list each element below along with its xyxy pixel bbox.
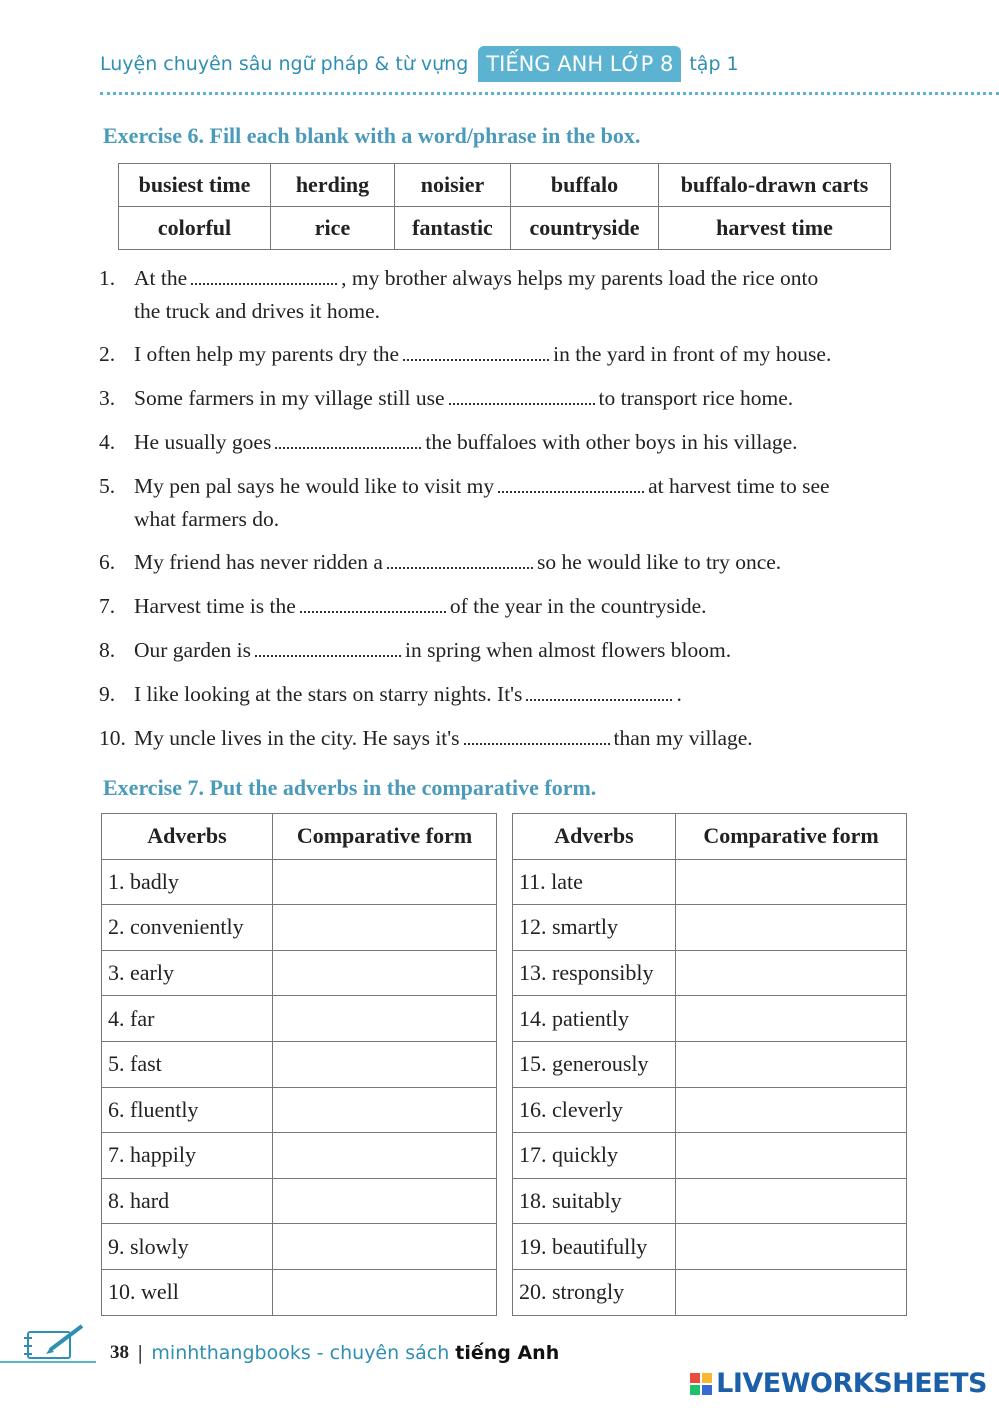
- word-box-cell: buffalo-drawn carts: [659, 164, 891, 207]
- comparative-answer-cell[interactable]: [273, 905, 497, 951]
- page-header: [100, 38, 739, 90]
- question-number: 3.: [99, 386, 116, 410]
- question-10: [99, 722, 909, 755]
- notebook-pencil-icon: [0, 1320, 100, 1370]
- word-box-row: [119, 164, 891, 207]
- table-row: [102, 950, 497, 996]
- table-row: [513, 1224, 907, 1270]
- adverb-cell: 17. quickly: [513, 1133, 676, 1179]
- adverb-cell: 3. early: [102, 950, 273, 996]
- table-row: [513, 996, 907, 1042]
- column-header-adverbs: Adverbs: [102, 814, 273, 860]
- adverb-cell: 10. well: [102, 1269, 273, 1315]
- header-volume: tập 1: [689, 53, 739, 75]
- question-9: [99, 678, 909, 711]
- comparative-answer-cell[interactable]: [676, 859, 907, 905]
- comparative-answer-cell[interactable]: [676, 1133, 907, 1179]
- answer-blank[interactable]: [498, 475, 644, 493]
- question-text: the buffaloes with other boys in his village.: [425, 430, 798, 454]
- table-row: [513, 1178, 907, 1224]
- question-5: [99, 470, 909, 536]
- adverb-cell: 19. beautifully: [513, 1224, 676, 1270]
- comparative-answer-cell[interactable]: [676, 1224, 907, 1270]
- question-number: 6.: [99, 550, 116, 574]
- exercise-7-title: Exercise 7. Put the adverbs in the comparative form.: [103, 775, 597, 800]
- word-box-cell: herding: [271, 164, 395, 207]
- word-box-cell: countryside: [511, 207, 659, 250]
- word-box-cell: harvest time: [659, 207, 891, 250]
- table-row: [513, 859, 907, 905]
- question-number: 2.: [99, 342, 116, 366]
- question-number: 10.: [99, 726, 126, 750]
- answer-blank[interactable]: [403, 343, 549, 361]
- comparative-answer-cell[interactable]: [676, 1178, 907, 1224]
- adverb-cell: 11. late: [513, 859, 676, 905]
- comparative-answer-cell[interactable]: [273, 1178, 497, 1224]
- footer-separator: |: [137, 1342, 144, 1364]
- adverb-cell: 16. cleverly: [513, 1087, 676, 1133]
- answer-blank[interactable]: [300, 595, 446, 613]
- header-divider: [100, 92, 999, 95]
- question-text: My uncle lives in the city. He says it's: [134, 726, 460, 750]
- comparative-answer-cell[interactable]: [273, 996, 497, 1042]
- question-text: of the year in the countryside.: [449, 594, 707, 618]
- comparative-answer-cell[interactable]: [676, 950, 907, 996]
- column-header-comparative: Comparative form: [273, 814, 497, 860]
- question-text: At the: [134, 266, 188, 290]
- adverb-cell: 6. fluently: [102, 1087, 273, 1133]
- question-number: 5.: [99, 474, 116, 498]
- comparative-answer-cell[interactable]: [273, 1269, 497, 1315]
- question-7: [99, 590, 909, 623]
- comparative-answer-cell[interactable]: [676, 996, 907, 1042]
- question-text: My friend has never ridden a: [134, 550, 383, 574]
- word-box-cell: noisier: [395, 164, 511, 207]
- comparative-answer-cell[interactable]: [273, 950, 497, 996]
- liveworksheets-logo-icon: [690, 1373, 712, 1395]
- adverb-cell: 7. happily: [102, 1133, 273, 1179]
- question-1: [99, 262, 909, 328]
- publisher-tagline: tiếng Anh: [455, 1342, 560, 1364]
- answer-blank[interactable]: [464, 727, 610, 745]
- word-box-row: [119, 207, 891, 250]
- table-row: [513, 1133, 907, 1179]
- question-text: .: [676, 682, 682, 706]
- question-number: 8.: [99, 638, 116, 662]
- question-text: , my brother always helps my parents load the rice onto: [341, 266, 819, 290]
- adverb-cell: 8. hard: [102, 1178, 273, 1224]
- question-2: [99, 338, 909, 371]
- exercise-6-title: Exercise 6. Fill each blank with a word/phrase in the box.: [103, 123, 641, 148]
- word-box-cell: buffalo: [511, 164, 659, 207]
- question-text: Our garden is: [134, 638, 252, 662]
- liveworksheets-wordmark: LIVEWORKSHEETS: [716, 1368, 987, 1399]
- table-row: [513, 1269, 907, 1315]
- answer-blank[interactable]: [255, 639, 401, 657]
- question-text: than my village.: [613, 726, 753, 750]
- adverb-cell: 9. slowly: [102, 1224, 273, 1270]
- header-series-title: Luyện chuyên sâu ngữ pháp & từ vựng: [100, 53, 469, 75]
- question-text: I often help my parents dry the: [134, 342, 400, 366]
- comparative-answer-cell[interactable]: [273, 859, 497, 905]
- footer-text: [110, 1342, 559, 1364]
- question-text: at harvest time to see: [648, 474, 830, 498]
- adverb-cell: 4. far: [102, 996, 273, 1042]
- question-number: 4.: [99, 430, 116, 454]
- question-4: [99, 426, 909, 459]
- word-box: [118, 163, 891, 250]
- liveworksheets-brand: [690, 1368, 987, 1399]
- question-8: [99, 634, 909, 667]
- adverb-cell: 14. patiently: [513, 996, 676, 1042]
- comparative-answer-cell[interactable]: [273, 1224, 497, 1270]
- adverb-cell: 1. badly: [102, 859, 273, 905]
- table-row: [102, 1269, 497, 1315]
- table-row: [102, 859, 497, 905]
- table-row: [102, 1224, 497, 1270]
- question-number: 7.: [99, 594, 116, 618]
- answer-blank[interactable]: [387, 551, 533, 569]
- word-box-cell: busiest time: [119, 164, 271, 207]
- question-number: 9.: [99, 682, 116, 706]
- answer-blank[interactable]: [526, 683, 672, 701]
- table-row: [513, 1087, 907, 1133]
- question-text: My pen pal says he would like to visit my: [134, 474, 495, 498]
- question-text: to transport rice home.: [598, 386, 794, 410]
- adverb-cell: 20. strongly: [513, 1269, 676, 1315]
- answer-blank[interactable]: [275, 431, 421, 449]
- answer-blank[interactable]: [449, 387, 595, 405]
- word-box-cell: colorful: [119, 207, 271, 250]
- answer-blank[interactable]: [191, 267, 337, 285]
- table-row: [513, 950, 907, 996]
- question-text: so he would like to try once.: [536, 550, 782, 574]
- question-text: in spring when almost flowers bloom.: [405, 638, 732, 662]
- word-box-cell: rice: [271, 207, 395, 250]
- table-row: [513, 905, 907, 951]
- table-row: [102, 996, 497, 1042]
- table-row: [102, 1087, 497, 1133]
- comparative-answer-cell[interactable]: [676, 1269, 907, 1315]
- question-text: the truck and drives it home.: [134, 299, 380, 323]
- adverbs-table-left: [101, 813, 497, 1316]
- page-footer: [0, 1320, 999, 1413]
- comparative-answer-cell[interactable]: [676, 1087, 907, 1133]
- table-row: [102, 1178, 497, 1224]
- page-number: 38: [110, 1342, 129, 1363]
- header-grade-badge: TIẾNG ANH LỚP 8: [478, 46, 681, 82]
- adverb-cell: 18. suitably: [513, 1178, 676, 1224]
- adverb-cell: 12. smartly: [513, 905, 676, 951]
- word-box-cell: fantastic: [395, 207, 511, 250]
- column-header-comparative: Comparative form: [676, 814, 907, 860]
- question-text: He usually goes: [134, 430, 272, 454]
- table-row: [102, 1133, 497, 1179]
- comparative-answer-cell[interactable]: [676, 905, 907, 951]
- table-row: [513, 1041, 907, 1087]
- column-header-adverbs: Adverbs: [513, 814, 676, 860]
- comparative-answer-cell[interactable]: [676, 1041, 907, 1087]
- question-text: what farmers do.: [134, 507, 280, 531]
- table-row: [102, 905, 497, 951]
- question-text: Harvest time is the: [134, 594, 296, 618]
- adverb-cell: 2. conveniently: [102, 905, 273, 951]
- question-text: I like looking at the stars on starry nights. It's: [134, 682, 523, 706]
- table-row: [102, 1041, 497, 1087]
- question-6: [99, 546, 909, 579]
- adverb-cell: 5. fast: [102, 1041, 273, 1087]
- adverb-cell: 13. responsibly: [513, 950, 676, 996]
- question-number: 1.: [99, 266, 116, 290]
- comparative-answer-cell[interactable]: [273, 1041, 497, 1087]
- question-3: [99, 382, 909, 415]
- adverb-cell: 15. generously: [513, 1041, 676, 1087]
- question-text: in the yard in front of my house.: [553, 342, 832, 366]
- publisher-name: minhthangbooks - chuyên sách: [151, 1342, 450, 1364]
- comparative-answer-cell[interactable]: [273, 1087, 497, 1133]
- adverbs-table-right: [512, 813, 907, 1316]
- question-text: Some farmers in my village still use: [134, 386, 445, 410]
- comparative-answer-cell[interactable]: [273, 1133, 497, 1179]
